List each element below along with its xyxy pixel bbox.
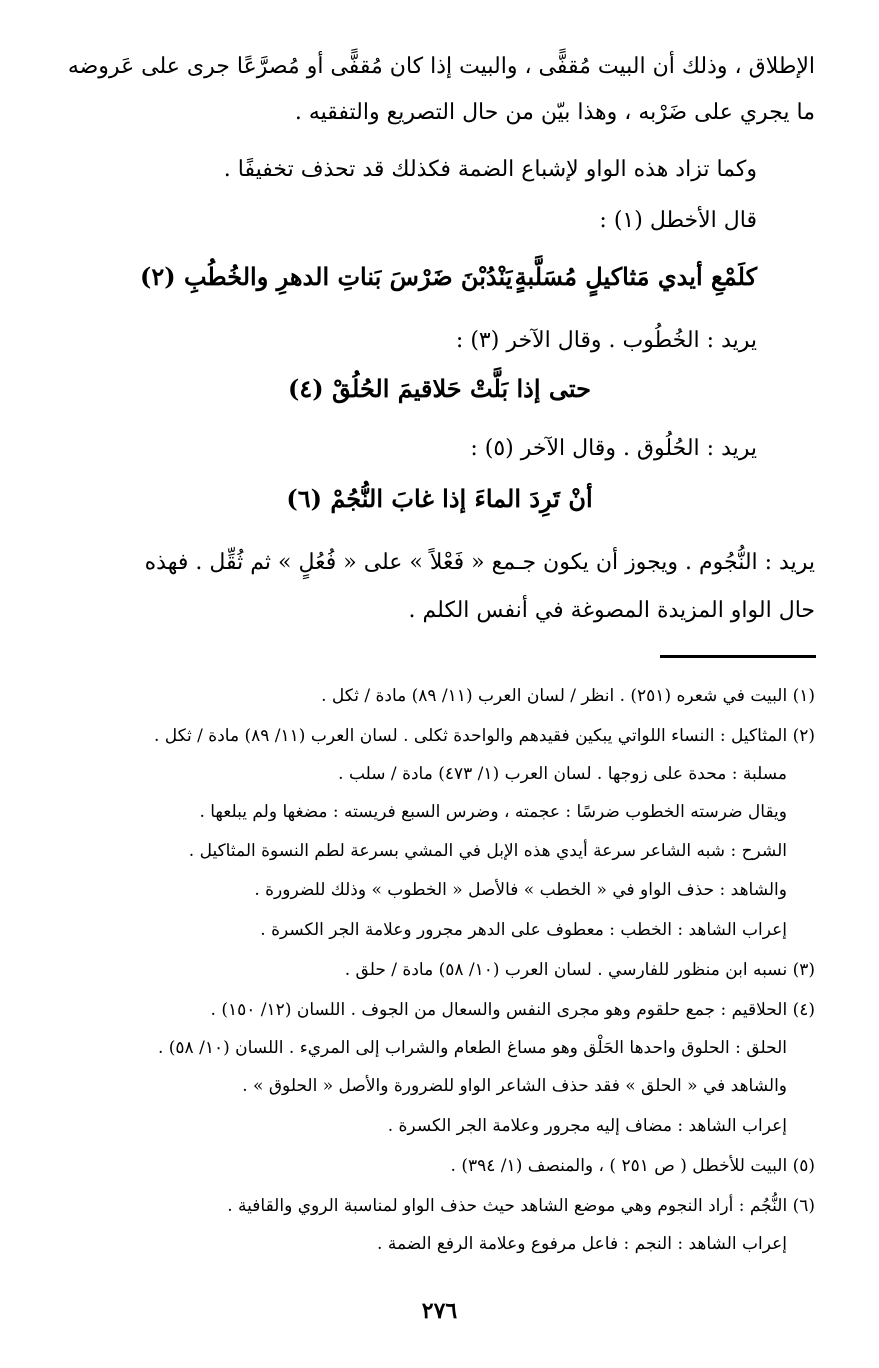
- body-line-2: ما يجري على ضَرْبه ، وهذا بيّن من حال التصريع والتفقيه .: [294, 100, 815, 125]
- footnote-line: إعراب الشاهد : النجم : فاعل مرفوع وعلامة الرفع الضمة .: [377, 1234, 787, 1254]
- footnote-line: (١) البيت في شعره (٢٥١) . انظر / لسان العرب (١١/ ٨٩) مادة / ثكل .: [321, 686, 815, 706]
- line-after-verse-1: يريد : الخُطُوب . وقال الآخر (٣) :: [455, 328, 757, 353]
- footnote-line: (٢) المثاكيل : النساء اللواتي يبكين فقيدهم والواحدة ثكلى . لسان العرب (١١/ ٨٩) مادة / ثكل .: [153, 726, 815, 746]
- footnote-line: الشرح : شبه الشاعر سرعة أيدي هذه الإبل في المشي بسرعة لطم النسوة المثاكيل .: [188, 841, 787, 861]
- footnote-line: مسلبة : محدة على زوجها . لسان العرب (١/ ٤٧٣) مادة / سلب .: [338, 764, 787, 784]
- body-line-4: قال الأخطل (١) :: [599, 208, 757, 233]
- footnote-line: والشاهد : حذف الواو في « الخطب » فالأصل « الخطوب » وذلك للضرورة .: [254, 880, 787, 900]
- footnote-line: إعراب الشاهد : الخطب : معطوف على الدهر مجرور وعلامة الجر الكسرة .: [260, 920, 787, 940]
- closing-line-1: يريد : النُّجُوم . ويجوز أن يكون جـمع « فَعْلاً » على « فُعُلٍ » ثم ثُقِّل . فهذه: [144, 550, 815, 575]
- line-after-verse-2: يريد : الحُلُوق . وقال الآخر (٥) :: [470, 436, 757, 461]
- footnote-separator: [660, 655, 816, 658]
- verse-1-left-hemistich: يَنْدُبْنَ ضَرْسَ بَناتِ الدهرِ والخُطُبِ (٢): [140, 262, 513, 291]
- footnote-line: (٤) الحلاقيم : جمع حلقوم وهو مجرى النفس والسعال من الجوف . اللسان (١٢/ ١٥٠) .: [210, 1000, 815, 1020]
- footnote-line: والشاهد في « الحلق » فقد حذف الشاعر الواو للضرورة والأصل « الحلوق » .: [242, 1076, 787, 1096]
- body-line-1: الإطلاق ، وذلك أن البيت مُقفًّى ، والبيت إذا كان مُقفًّى أو مُصرَّعًا جرى على عَروضه: [67, 54, 815, 79]
- footnote-line: ويقال ضرسته الخطوب ضرسًا : عجمته ، وضرس السبع فريسته : مضغها ولم يبلعها .: [199, 802, 787, 822]
- footnote-line: (٦) النُّجُم : أراد النجوم وهي موضع الشاهد حيث حذف الواو لمناسبة الروي والقافية .: [227, 1196, 815, 1216]
- footnote-line: (٣) نسبه ابن منظور للفارسي . لسان العرب (١٠/ ٥٨) مادة / حلق .: [344, 960, 815, 980]
- verse-3: أنْ تَرِدَ الماءَ إذا غابَ النُّجُمْ (٦): [286, 484, 593, 513]
- verse-1-right-hemistich: كلَمْعِ أيدي مَثاكيلٍ مُسَلَّبةٍ: [514, 262, 757, 291]
- verse-2: حتى إذا بَلَّتْ حَلاقيمَ الحُلُقْ (٤): [288, 374, 591, 403]
- footnote-line: الحلق : الحلوق واحدها الحَلْق وهو مساغ الطعام والشراب إلى المريء . اللسان (١٠/ ٥٨) .: [157, 1038, 787, 1058]
- footnote-line: (٥) البيت للأخطل ( ص ٢٥١ ) ، والمنصف (١/ ٣٩٤) .: [450, 1156, 815, 1176]
- body-line-3: وكما تزاد هذه الواو لإشباع الضمة فكذلك قد تحذف تخفيفًا .: [223, 157, 757, 182]
- footnote-line: إعراب الشاهد : مضاف إليه مجرور وعلامة الجر الكسرة .: [387, 1116, 787, 1136]
- page-number: ٢٧٦: [421, 1298, 458, 1324]
- closing-line-2: حال الواو المزيدة المصوغة في أنفس الكلم .: [408, 598, 815, 623]
